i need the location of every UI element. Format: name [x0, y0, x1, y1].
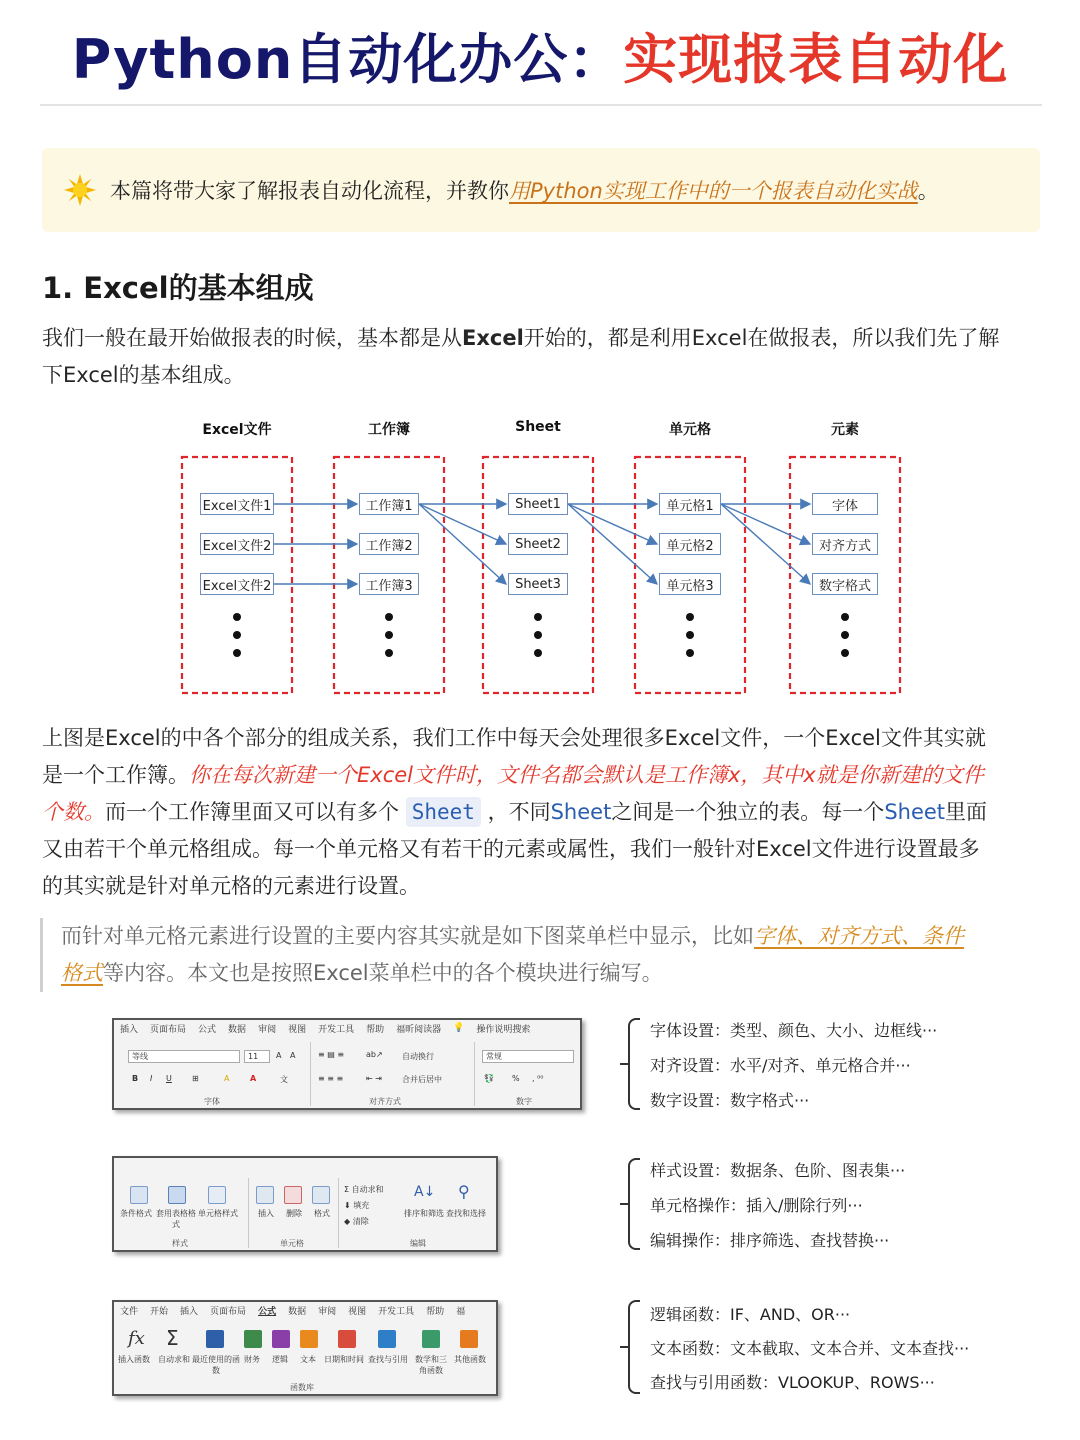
p1-text-a: 我们一般在最开始做报表的时候，基本都是从	[42, 326, 462, 350]
diagram-arrow	[721, 504, 810, 544]
anno1-line1: 字体设置：类型、颜色、大小、边框线···	[650, 1021, 938, 1040]
more-functions-icon[interactable]	[460, 1330, 478, 1348]
cell-style-icon[interactable]	[208, 1186, 226, 1204]
wrap-text-button[interactable]: 自动换行	[402, 1052, 434, 1061]
annotation-group-1	[628, 1018, 1068, 1110]
diagram-node: 对齐方式	[812, 533, 878, 555]
ellipsis-dot	[233, 649, 241, 657]
btn-insert[interactable]: 插入	[258, 1209, 274, 1218]
bracket-2	[628, 1158, 640, 1250]
diagram-arrow	[721, 504, 810, 584]
intro-callout	[42, 148, 1040, 232]
diagram-node: 字体	[812, 493, 878, 515]
callout-link[interactable]: 用Python实现工作中的一个报表自动化实战	[509, 179, 918, 203]
diagram-arrow	[568, 504, 657, 584]
fill-button[interactable]	[344, 1200, 369, 1211]
indent-icon[interactable]: ⇤ ⇥	[366, 1074, 382, 1083]
ellipsis-dot	[534, 613, 542, 621]
ellipsis-dot	[534, 649, 542, 657]
align-left-icon[interactable]: ≡ ≡ ≡	[318, 1074, 344, 1083]
btn-delete[interactable]: 删除	[286, 1209, 302, 1218]
anno1-line2: 对齐设置：水平/对齐、单元格合并···	[650, 1056, 911, 1075]
anno1-line3: 数字设置：数字格式···	[650, 1091, 810, 1110]
ellipsis-dot	[385, 631, 393, 639]
ellipsis-dot	[686, 613, 694, 621]
diagram-node: Sheet3	[508, 573, 568, 595]
number-format-select[interactable]: 常规	[482, 1050, 574, 1063]
sigma-icon: Σ	[344, 1185, 352, 1194]
diagram-node: 单元格1	[659, 493, 721, 515]
p2-text-j: 里面	[945, 800, 988, 824]
p1-excel-bold: Excel	[462, 326, 524, 350]
ribbon1-tab-help[interactable]: 帮助	[366, 1024, 385, 1035]
ribbon3-tab-review[interactable]: 审阅	[318, 1306, 337, 1317]
diagram-node: Excel文件2	[200, 533, 274, 555]
diagram-node: 工作簿3	[359, 573, 419, 595]
diagram-node: 单元格2	[659, 533, 721, 555]
currency-icon[interactable]: 💱	[484, 1074, 494, 1083]
font-size-select[interactable]: 11	[244, 1050, 270, 1063]
ellipsis-dot	[841, 613, 849, 621]
font-grow-icon[interactable]: A	[276, 1051, 282, 1060]
recent-functions-icon[interactable]	[206, 1330, 224, 1348]
bracket-2-tick	[620, 1203, 629, 1205]
sort-filter-icon[interactable]: A↓	[414, 1184, 436, 1200]
p1-text-d: 下Excel的基本组成。	[42, 363, 245, 387]
datetime-icon[interactable]	[338, 1330, 356, 1348]
italic-button[interactable]: I	[150, 1074, 153, 1083]
btn-table-format[interactable]: 套用表格格式	[156, 1209, 196, 1229]
diagram-arrow	[419, 504, 506, 584]
insert-function-icon[interactable]: fx	[128, 1328, 145, 1349]
ribbon3-tabs	[114, 1302, 465, 1318]
conditional-format-icon[interactable]	[130, 1186, 148, 1204]
diagram-node: 工作簿2	[359, 533, 419, 555]
p2-red-italic: 你在每次新建一个Excel文件时，文件名都会默认是工作簿x，其中x就是你新建的文件	[189, 763, 984, 787]
btn-recent[interactable]: 最近使用的函数	[192, 1355, 240, 1375]
title-divider	[40, 104, 1042, 106]
ribbon1-tab-view[interactable]: 视图	[288, 1024, 307, 1035]
format-cells-icon[interactable]	[312, 1186, 330, 1204]
p1-text-c: 开始的，都是利用Excel在做报表，所以我们先了解	[523, 326, 1000, 350]
p2-line4: 又由若干个单元格组成。每一个单元格又有若干的元素或属性，我们一般针对Excel文件进行设置最多	[42, 837, 980, 861]
ribbon2-sep-2	[338, 1178, 339, 1248]
anno2-line1: 样式设置：数据条、色阶、图表集···	[650, 1161, 906, 1180]
ribbon3-tab-dev[interactable]: 开发工具	[378, 1306, 415, 1317]
callout-text: 本篇将带大家了解报表自动化流程，并教你	[110, 179, 509, 203]
anno2-line2: 单元格操作：插入/删除行列···	[650, 1196, 863, 1215]
autosum-icon[interactable]: Σ	[166, 1326, 179, 1350]
ribbon3-tab-home[interactable]: 开始	[150, 1306, 169, 1317]
ribbon1-sep-1	[310, 1042, 311, 1106]
title-part1: Python自动化办公：	[71, 28, 624, 91]
clear-button[interactable]	[344, 1216, 369, 1227]
p2-red-italic-2: 个数。	[42, 800, 105, 824]
quote-text-a: 而针对单元格元素进行设置的主要内容其实就是如下图菜单栏中显示，比如	[61, 924, 754, 948]
diagram-node: Excel文件1	[200, 493, 274, 515]
p2-text-f: ，不同	[487, 800, 551, 824]
excel-structure-diagram	[0, 405, 1080, 705]
ribbon1-tab-reader[interactable]: 福昕阅读器	[396, 1024, 442, 1035]
quote-highlight-2: 格式	[61, 961, 103, 985]
btn-datetime[interactable]: 日期和时间	[324, 1355, 364, 1364]
font-color-icon[interactable]: A	[250, 1074, 257, 1083]
diagram-column-header: Excel文件	[202, 422, 272, 438]
p2-line1: 上图是Excel的中各个部分的组成关系，我们工作中每天会处理很多Excel文件，一个Excel文件其实就	[42, 726, 986, 750]
anno3-line2: 文本函数：文本截取、文本合并、文本查找···	[650, 1339, 970, 1358]
ellipsis-dot	[233, 613, 241, 621]
eraser-icon: ◆	[344, 1217, 353, 1226]
ribbon1-tab-data[interactable]: 数据	[228, 1024, 247, 1035]
btn-more-functions[interactable]: 其他函数	[454, 1355, 486, 1364]
ribbon-formulas-panel	[112, 1300, 498, 1396]
bracket-1-tick	[620, 1063, 629, 1065]
diagram-node: 数字格式	[812, 573, 878, 595]
fill-down-icon: ⬇	[344, 1201, 354, 1210]
lightbulb-icon: 💡	[453, 1023, 465, 1033]
autosum-label: 自动求和	[351, 1185, 384, 1194]
ribbon3-tab-formula[interactable]: 公式	[258, 1306, 277, 1317]
diagram-arrow	[568, 504, 657, 544]
diagram-node: Sheet2	[508, 533, 568, 555]
callout-end: 。	[917, 179, 939, 203]
ribbon1-tab-layout[interactable]: 页面布局	[150, 1024, 187, 1035]
ellipsis-dot	[841, 649, 849, 657]
autosum-button[interactable]	[344, 1184, 384, 1195]
bracket-3-tick	[620, 1346, 629, 1348]
delete-cells-icon[interactable]	[284, 1186, 302, 1204]
btn-insert-function[interactable]: 插入函数	[118, 1355, 150, 1364]
search-icon[interactable]: ⚲	[458, 1182, 470, 1201]
sheet-code-tag: Sheet	[406, 797, 481, 827]
paragraph-intro	[42, 320, 1042, 394]
diagram-column-header: Sheet	[515, 419, 561, 435]
ribbon3-tab-view[interactable]: 视图	[348, 1306, 367, 1317]
paragraph-explanation	[42, 720, 1042, 905]
anno3-line1: 逻辑函数：IF、AND、OR···	[650, 1305, 851, 1324]
ribbon1-tab-formula[interactable]: 公式	[198, 1024, 217, 1035]
diagram-column-header: 元素	[831, 422, 859, 438]
btn-cell-style[interactable]: 单元格样式	[198, 1209, 238, 1218]
ribbon1-tab-review[interactable]: 审阅	[258, 1024, 277, 1035]
ribbon1-sep-2	[474, 1042, 475, 1106]
ribbon-home-font-panel	[112, 1018, 582, 1110]
sun-icon	[64, 174, 96, 206]
group-font-label: 字体	[204, 1097, 220, 1106]
group-cells-label: 单元格	[280, 1239, 304, 1248]
section-heading: 1. Excel的基本组成	[42, 271, 314, 305]
diagram-connections	[0, 405, 1080, 705]
ellipsis-dot	[385, 613, 393, 621]
group-edit-label: 编辑	[410, 1239, 426, 1248]
quote-text-d: 等内容。本文也是按照Excel菜单栏中的各个模块进行编写。	[103, 961, 663, 985]
ellipsis-dot	[686, 649, 694, 657]
decimal-icon[interactable]: , ⁰⁰	[532, 1074, 544, 1083]
btn-text[interactable]: 文本	[300, 1355, 316, 1364]
diagram-arrow	[419, 504, 506, 544]
annotation-group-3	[628, 1300, 1068, 1394]
diagram-node: 工作簿1	[359, 493, 419, 515]
align-top-icon[interactable]: ≡ ▤ ≡	[318, 1050, 345, 1059]
ribbon2-sep-1	[248, 1178, 249, 1248]
btn-logical[interactable]: 逻辑	[272, 1355, 288, 1364]
insert-cells-icon[interactable]	[256, 1186, 274, 1204]
anno2-line3: 编辑操作：排序筛选、查找替换···	[650, 1231, 890, 1250]
math-icon[interactable]	[422, 1330, 440, 1348]
text-functions-icon[interactable]	[300, 1330, 318, 1348]
group-number-label: 数字	[516, 1097, 532, 1106]
clear-label: 清除	[352, 1217, 369, 1226]
ribbon3-tab-insert[interactable]: 插入	[180, 1306, 199, 1317]
ribbon1-tab-dev[interactable]: 开发工具	[318, 1024, 355, 1035]
btn-sort-filter[interactable]: 排序和筛选	[404, 1209, 444, 1218]
bracket-3	[628, 1300, 640, 1394]
ribbon1-tabs	[114, 1020, 530, 1036]
diagram-column-header: 单元格	[669, 422, 711, 438]
diagram-node: Excel文件2	[200, 573, 274, 595]
bold-button[interactable]: B	[132, 1074, 139, 1083]
ellipsis-dot	[233, 631, 241, 639]
table-format-icon[interactable]	[168, 1186, 186, 1204]
phonetic-icon[interactable]: 文	[280, 1075, 288, 1084]
quote-highlight: 字体、对齐方式、条件	[754, 924, 964, 948]
btn-math[interactable]: 数学和三角函数	[415, 1355, 447, 1375]
ellipsis-dot	[385, 649, 393, 657]
font-shrink-icon[interactable]: A	[290, 1051, 296, 1060]
border-icon[interactable]: ⊞	[192, 1074, 199, 1083]
group-align-label: 对齐方式	[369, 1097, 401, 1106]
group-style-label: 样式	[172, 1239, 188, 1248]
p2-text-h: 之间是一个独立的表。每一个	[611, 800, 885, 824]
p2-sheet-blue-2: Sheet	[884, 800, 946, 824]
page-title	[0, 22, 1080, 98]
p2-text-e: 而一个工作簿里面又可以有多个	[105, 800, 399, 824]
annotation-group-2	[628, 1158, 1068, 1250]
p2-sheet-blue-1: Sheet	[550, 800, 612, 824]
merge-center-button[interactable]: 合并后居中	[402, 1075, 442, 1084]
title-part2: 实现报表自动化	[623, 28, 1009, 91]
diagram-column-header: 工作簿	[368, 422, 410, 438]
bracket-1	[628, 1018, 640, 1110]
ribbon1-tab-insert[interactable]: 插入	[120, 1024, 139, 1035]
lookup-icon[interactable]	[378, 1330, 396, 1348]
btn-find-select[interactable]: 查找和选择	[446, 1209, 486, 1218]
diagram-node: Sheet1	[508, 493, 568, 515]
ribbon3-tab-layout[interactable]: 页面布局	[210, 1306, 247, 1317]
blockquote	[40, 918, 1040, 992]
btn-financial[interactable]: 财务	[244, 1355, 260, 1364]
ribbon1-search[interactable]: 操作说明搜索	[476, 1024, 531, 1035]
percent-button[interactable]: %	[512, 1074, 520, 1083]
logical-icon[interactable]	[272, 1330, 290, 1348]
ribbon3-tab-file[interactable]: 文件	[120, 1306, 139, 1317]
ribbon3-tab-data[interactable]: 数据	[288, 1306, 307, 1317]
p2-text-b: 是一个工作簿。	[42, 763, 189, 787]
orientation-icon[interactable]: ab↗	[366, 1050, 383, 1059]
ellipsis-dot	[686, 631, 694, 639]
ribbon3-tab-help[interactable]: 帮助	[426, 1306, 445, 1317]
btn-lookup[interactable]: 查找与引用	[368, 1355, 408, 1364]
underline-button[interactable]: U	[166, 1074, 172, 1083]
btn-conditional-format[interactable]: 条件格式	[120, 1209, 152, 1218]
diagram-node: 单元格3	[659, 573, 721, 595]
anno3-line3: 查找与引用函数：VLOOKUP、ROWS···	[650, 1373, 935, 1392]
fill-label: 填充	[353, 1201, 370, 1210]
fill-color-icon[interactable]: A	[224, 1074, 230, 1083]
font-name-select[interactable]: 等线	[128, 1050, 240, 1063]
financial-icon[interactable]	[244, 1330, 262, 1348]
group-function-library-label: 函数库	[290, 1383, 314, 1392]
ribbon-home-styles-panel	[112, 1156, 498, 1252]
btn-format[interactable]: 格式	[314, 1209, 330, 1218]
ribbon3-tab-more[interactable]: 福	[456, 1306, 466, 1317]
ellipsis-dot	[841, 631, 849, 639]
p2-line5: 的其实就是针对单元格的元素进行设置。	[42, 874, 420, 898]
btn-autosum[interactable]: 自动求和	[158, 1355, 190, 1364]
ellipsis-dot	[534, 631, 542, 639]
